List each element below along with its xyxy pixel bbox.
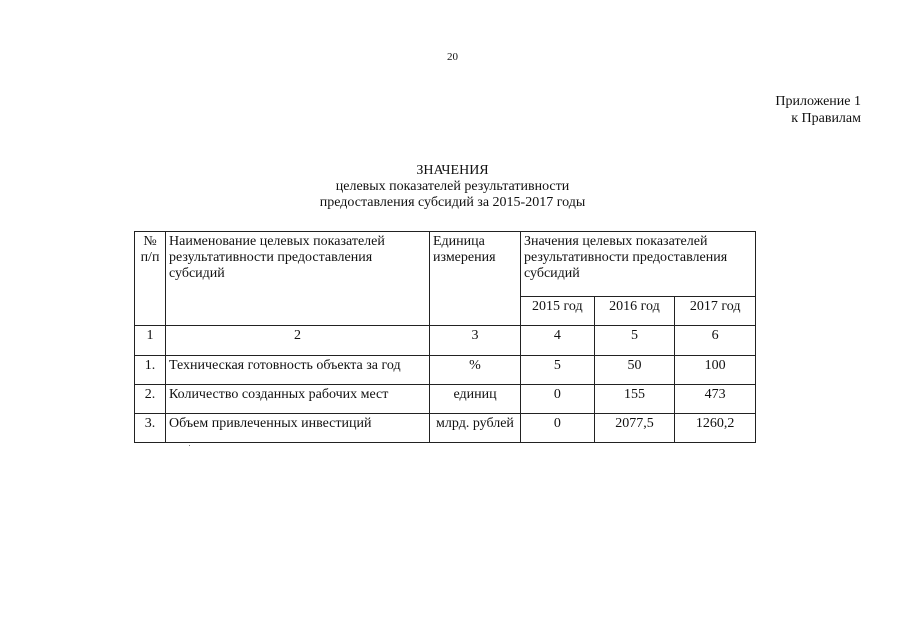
row-2016: 2077,5 bbox=[594, 414, 675, 443]
row-2016: 50 bbox=[594, 356, 675, 385]
row-2017: 100 bbox=[675, 356, 756, 385]
table-index-row bbox=[135, 326, 756, 356]
appendix-line-1: Приложение 1 bbox=[775, 94, 861, 109]
title-line-1: ЗНАЧЕНИЯ bbox=[416, 163, 489, 178]
row-unit: % bbox=[430, 356, 521, 385]
index-cell: 1 bbox=[135, 326, 166, 356]
header-year-2016: 2016 год bbox=[594, 297, 675, 326]
table-row bbox=[135, 385, 756, 414]
row-name: Техническая готовность объекта за год bbox=[166, 356, 430, 385]
table-row bbox=[135, 414, 756, 443]
row-num: 1. bbox=[135, 356, 166, 385]
header-year-2015: 2015 год bbox=[521, 297, 595, 326]
row-2017: 473 bbox=[675, 385, 756, 414]
table-header-row bbox=[135, 232, 756, 297]
index-cell: 3 bbox=[430, 326, 521, 356]
row-2017: 1260,2 bbox=[675, 414, 756, 443]
appendix-reference bbox=[775, 93, 861, 127]
header-unit: Единица измерения bbox=[430, 232, 521, 326]
row-2015: 0 bbox=[521, 414, 595, 443]
header-name: Наименование целевых показателей результативности предоставления субсидий bbox=[166, 232, 430, 326]
targets-table bbox=[134, 231, 756, 443]
index-cell: 6 bbox=[675, 326, 756, 356]
row-num: 2. bbox=[135, 385, 166, 414]
row-name: Объем привлеченных инвестиций bbox=[166, 414, 430, 443]
header-year-2017: 2017 год bbox=[675, 297, 756, 326]
row-2015: 5 bbox=[521, 356, 595, 385]
document-title bbox=[0, 163, 905, 211]
row-name: Количество созданных рабочих мест bbox=[166, 385, 430, 414]
row-2016: 155 bbox=[594, 385, 675, 414]
row-num: 3. bbox=[135, 414, 166, 443]
index-cell: 2 bbox=[166, 326, 430, 356]
header-num: № п/п bbox=[135, 232, 166, 326]
appendix-line-2: к Правилам bbox=[791, 111, 861, 126]
row-2015: 0 bbox=[521, 385, 595, 414]
header-values: Значения целевых показателей результативности предоставления субсидий bbox=[521, 232, 756, 297]
page-number: 20 bbox=[447, 51, 458, 63]
index-cell: 5 bbox=[594, 326, 675, 356]
table-row bbox=[135, 356, 756, 385]
scan-speck bbox=[189, 445, 190, 446]
row-unit: млрд. рублей bbox=[430, 414, 521, 443]
title-line-2: целевых показателей результативности bbox=[335, 179, 570, 194]
index-cell: 4 bbox=[521, 326, 595, 356]
title-line-3: предоставления субсидий за 2015-2017 годы bbox=[319, 195, 586, 210]
row-unit: единиц bbox=[430, 385, 521, 414]
